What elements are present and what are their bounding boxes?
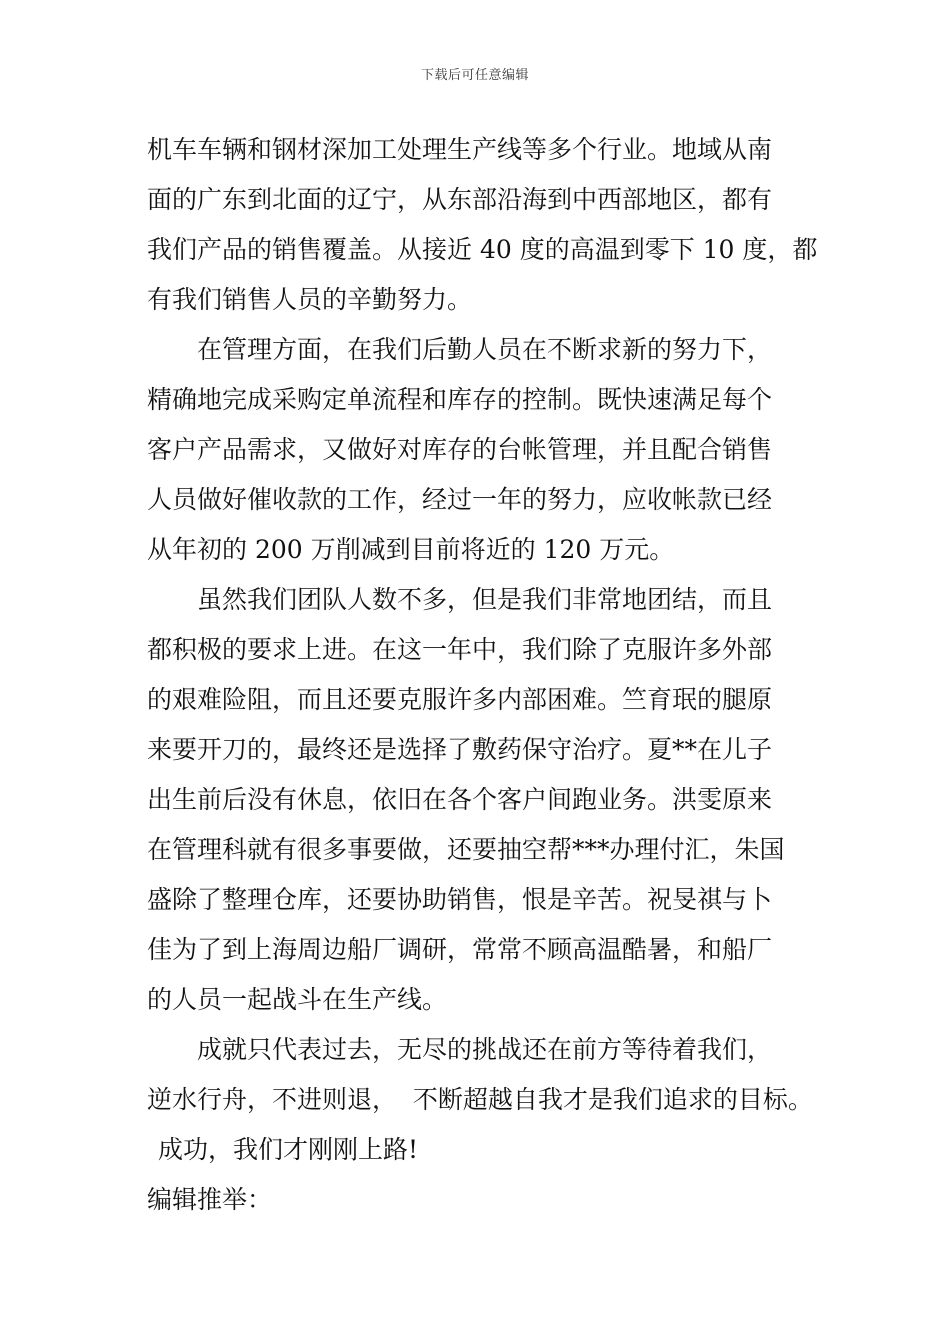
text-line: 佳为了到上海周边船厂调研，常常不顾高温酷暑，和船厂 bbox=[147, 935, 773, 964]
text-line: 的艰难险阻，而且还要克服许多内部困难。竺育珉的腿原 bbox=[147, 685, 773, 714]
text-line: 盛除了整理仓库，还要协助销售，恨是辛苦。祝旻祺与卜 bbox=[147, 885, 773, 914]
text-line: 人员做好催收款的工作，经过一年的努力，应收帐款已经 bbox=[147, 485, 773, 514]
text-line: 面的广东到北面的辽宁，从东部沿海到中西部地区，都有 bbox=[147, 185, 773, 214]
text-line: 在管理科就有很多事要做，还要抽空帮***办理付汇，朱国 bbox=[147, 835, 785, 864]
text-line: 逆水行舟，不进则退， 不断超越自我才是我们追求的目标。 bbox=[147, 1085, 813, 1114]
text-line: 我们产品的销售覆盖。从接近 40 度的高温到零下 10 度，都 bbox=[147, 235, 818, 264]
text-line: 来要开刀的，最终还是选择了敷药保守治疗。夏**在儿子 bbox=[147, 735, 773, 764]
section-heading: 编辑推举： bbox=[147, 1185, 273, 1214]
paragraph-first-line: 成就只代表过去，无尽的挑战还在前方等待着我们， bbox=[197, 1035, 773, 1064]
page-header: 下载后可任意编辑 bbox=[420, 68, 529, 83]
paragraph-first-line: 在管理方面，在我们后勤人员在不断求新的努力下， bbox=[197, 335, 773, 364]
text-line: 成功，我们才刚刚上路! bbox=[158, 1135, 419, 1164]
text-line: 的人员一起战斗在生产线。 bbox=[147, 985, 448, 1014]
text-line: 精确地完成采购定单流程和库存的控制。既快速满足每个 bbox=[147, 385, 773, 414]
text-line: 都积极的要求上进。在这一年中，我们除了克服许多外部 bbox=[147, 635, 773, 664]
text-line: 有我们销售人员的辛勤努力。 bbox=[147, 285, 473, 314]
paragraph-first-line: 虽然我们团队人数不多，但是我们非常地团结，而且 bbox=[197, 585, 773, 614]
text-line: 客户产品需求，又做好对库存的台帐管理，并且配合销售 bbox=[147, 435, 773, 464]
text-line: 机车车辆和钢材深加工处理生产线等多个行业。地域从南 bbox=[147, 135, 773, 164]
text-line: 从年初的 200 万削减到目前将近的 120 万元。 bbox=[147, 535, 675, 564]
text-line: 出生前后没有休息，依旧在各个客户间跑业务。洪雯原来 bbox=[147, 785, 773, 814]
